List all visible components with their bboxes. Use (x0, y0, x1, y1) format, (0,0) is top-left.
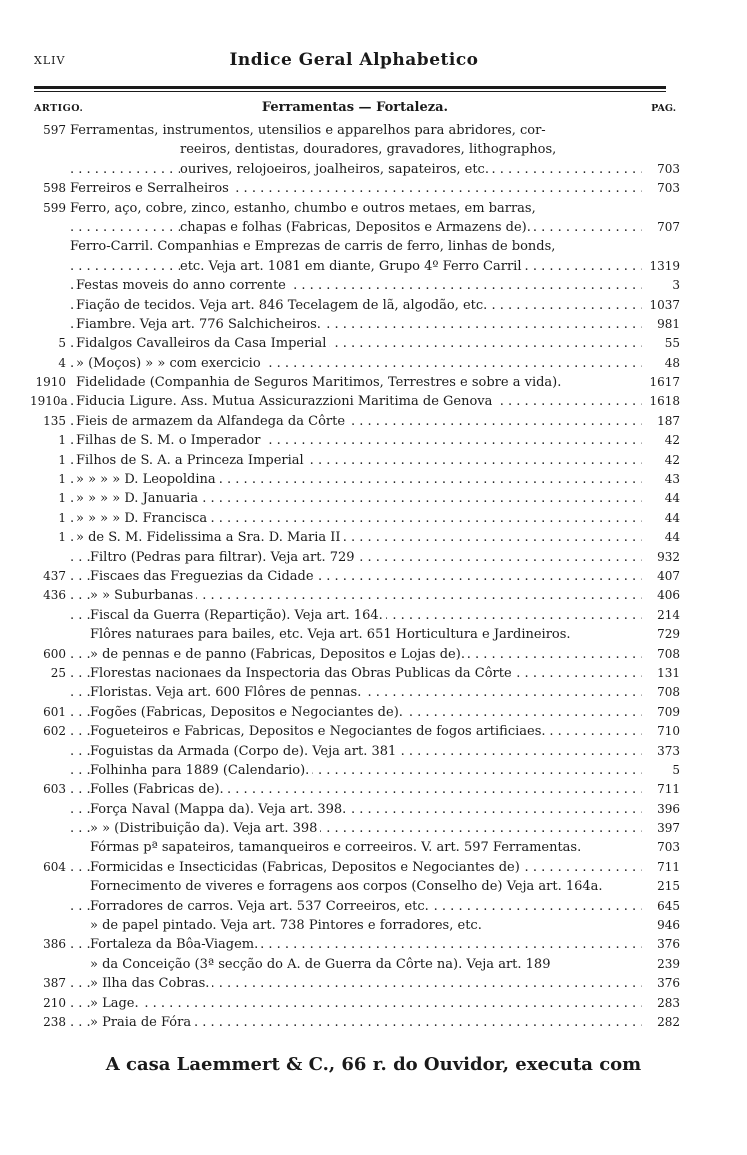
entry-text: Fiscal da Guerra (Repartição). Veja art. 164. (90, 608, 386, 623)
index-entry (30, 897, 680, 916)
entry-article-number: 437 (43, 568, 66, 583)
entry-text-cell (70, 645, 642, 664)
entry-text: Fogões (Fabricas, Depositos e Negociantes de). (90, 705, 406, 720)
entry-page-number: 376 (642, 974, 680, 993)
entry-page-number: 131 (642, 664, 680, 683)
entry-article-number: 1910 (35, 375, 66, 390)
index-entry (30, 470, 680, 489)
entry-article-number: 387 (43, 976, 66, 991)
entry-text-cell (70, 955, 642, 974)
entry-text-cell (70, 722, 642, 741)
entry-page-number: 214 (642, 606, 680, 625)
entry-article-number: 601 (43, 704, 66, 719)
index-entry (30, 567, 680, 586)
entry-text: Fiducia Ligure. Ass. Mutua Assicurazzioni Maritima de Genova (76, 394, 495, 409)
entry-page-number: 708 (642, 683, 680, 702)
index-entry (30, 140, 680, 159)
entry-text: » » » » D. Leopoldina (76, 472, 219, 487)
entry-text: Fogueteiros e Fabricas, Depositos e Negociantes de fogos artificiaes. (90, 724, 549, 739)
entry-page-number: 282 (642, 1013, 680, 1032)
entry-article-number: 598 (43, 181, 66, 196)
index-entry (30, 315, 680, 334)
entry-text: » da Conceição (3ª secção do A. de Guerra da Côrte na). Veja art. 189 (90, 957, 553, 972)
entry-page-number: 396 (642, 800, 680, 819)
entry-page-number: 711 (642, 858, 680, 877)
entry-page-number: 1037 (642, 296, 680, 315)
entry-text: Ferro-Carril. Companhias e Emprezas de carris de ferro, linhas de bonds, (70, 239, 558, 254)
index-entry (30, 761, 680, 780)
entry-text: Formicidas e Insecticidas (Fabricas, Depositos e Negociantes de) (90, 860, 523, 875)
entry-page-number: 1618 (642, 392, 680, 411)
index-entry (30, 373, 680, 392)
entry-page-number: 42 (642, 431, 680, 450)
entry-text: Fidelidade (Companhia de Seguros Maritimos, Terrestres e sobre a vida). (76, 375, 564, 390)
entry-article-number: 1 (58, 491, 66, 506)
header-rule-thin (34, 91, 666, 92)
entry-article-number: 597 (43, 123, 66, 137)
entry-article-number: 604 (43, 859, 66, 874)
index-entry (30, 780, 680, 799)
entry-page-number: 708 (642, 645, 680, 664)
entry-text-cell (70, 703, 642, 722)
entry-text-cell (70, 237, 642, 256)
index-entry (30, 257, 680, 276)
entry-text-cell (70, 489, 642, 508)
entry-text: » » (Distribuição da). Veja art. 398 (90, 821, 320, 836)
entry-article-number: 238 (43, 1014, 66, 1029)
entry-article-number: 436 (43, 588, 66, 603)
entry-text-cell (70, 761, 642, 780)
entry-text-cell (70, 916, 642, 935)
index-entry (30, 509, 680, 528)
entry-text-cell (70, 567, 642, 586)
entry-page-number: 44 (642, 509, 680, 528)
entry-text: » Lage. (90, 996, 142, 1011)
index-entry (30, 703, 680, 722)
entry-page-number: 43 (642, 470, 680, 489)
entry-text: Fiambre. Veja art. 776 Salchicheiros. (76, 317, 324, 332)
entry-page-number: 707 (642, 218, 680, 237)
index-entry (30, 276, 680, 295)
index-entry (30, 858, 680, 877)
entry-text: Folhinha para 1889 (Calendario). (90, 763, 312, 778)
entry-text: » Ilha das Cobras. (90, 976, 212, 991)
entry-page-number: 932 (642, 548, 680, 567)
entry-text-cell (70, 800, 642, 819)
entry-text-cell (70, 354, 642, 373)
column-header (34, 100, 676, 118)
entry-text: Flôres naturaes para bailes, etc. Veja art. 651 Horticultura e Jardineiros. (90, 627, 574, 642)
entry-text: » (Moços) » » com exercicio (76, 356, 264, 371)
entry-page-number: 1319 (642, 257, 680, 276)
entry-text: Folles (Fabricas de). (90, 782, 227, 797)
entry-page-number: 946 (642, 916, 680, 935)
entry-text: Fieis de armazem da Alfandega da Côrte (76, 414, 348, 429)
index-entry (30, 683, 680, 702)
entry-text: Filhas de S. M. o Imperador (76, 433, 263, 448)
index-entry (30, 218, 680, 237)
entry-text: Fidalgos Cavalleiros da Casa Imperial (76, 336, 329, 351)
entry-text: Fortaleza da Bôa-Viagem. (90, 937, 261, 952)
footer-advert: A casa Laemmert & C., 66 r. do Ouvidor, executa com (105, 1054, 642, 1075)
entry-text-cell (70, 451, 642, 470)
entry-text-cell (70, 625, 642, 644)
entry-page-number: 407 (642, 567, 680, 586)
entry-text-cell (70, 974, 642, 993)
entry-article-number: 1 (58, 472, 66, 487)
page-header (34, 50, 674, 74)
header-rule-thick (34, 86, 666, 89)
index-entry (30, 606, 680, 625)
entry-text-cell (70, 218, 642, 237)
index-entry (30, 916, 680, 935)
entry-page-number: 48 (642, 354, 680, 373)
entry-page-number: 645 (642, 897, 680, 916)
entry-article-number: 1 (58, 433, 66, 448)
entry-text: ourives, relojoeiros, joalheiros, sapateiros, etc. (180, 162, 492, 177)
entry-page-number: 711 (642, 780, 680, 799)
entry-page-number: 42 (642, 451, 680, 470)
article-column-label: ARTIGO. (34, 103, 84, 114)
entry-text: Fórmas pª sapateiros, tamanqueiros e correeiros. V. art. 597 Ferramentas. (90, 840, 584, 855)
entry-page-number: 981 (642, 315, 680, 334)
index-entry (30, 334, 680, 353)
entry-text: » » » » D. Francisca (76, 511, 210, 526)
entry-text: Forradores de carros. Veja art. 537 Correeiros, etc. (90, 899, 432, 914)
entry-page-number: 729 (642, 625, 680, 644)
entry-text-cell (70, 334, 642, 353)
entry-text: » Praia de Fóra (90, 1015, 194, 1030)
entry-text-cell (70, 412, 642, 431)
section-range-title: Ferramentas — Fortaleza. (261, 100, 449, 115)
entry-text-cell (70, 431, 642, 450)
entry-text-cell (70, 121, 642, 140)
entry-text-cell (70, 257, 642, 276)
entry-text-cell (70, 780, 642, 799)
entry-text-cell (70, 276, 642, 295)
entry-page-number: 55 (642, 334, 680, 353)
entry-article-number: 602 (43, 724, 66, 739)
entry-text: etc. Veja art. 1081 em diante, Grupo 4º Ferro Carril (180, 259, 524, 274)
entry-page-number: 44 (642, 528, 680, 547)
entry-text-cell (70, 819, 642, 838)
entry-text: Fornecimento de viveres e forragens aos corpos (Conselho de) Veja art. 164a. (90, 879, 606, 894)
entry-article-number: 600 (43, 646, 66, 661)
entry-text-cell (70, 858, 642, 877)
entry-text: Ferramentas, instrumentos, utensilios e apparelhos para abridores, cor- (70, 123, 549, 138)
entry-text: » » Suburbanas (90, 588, 196, 603)
page-number: XLIV (34, 54, 66, 67)
entry-article-number: 386 (43, 937, 66, 952)
entry-text: reeiros, dentistas, douradores, gravadores, lithographos, (180, 142, 559, 157)
entry-page-number: 703 (642, 838, 680, 857)
entry-text-cell (70, 897, 642, 916)
entry-page-number: 215 (642, 877, 680, 896)
index-entry (30, 586, 680, 605)
entry-text: Filtro (Pedras para filtrar). Veja art. 729 (90, 550, 358, 565)
index-entries (30, 121, 680, 1032)
index-entry (30, 645, 680, 664)
entry-text: » de papel pintado. Veja art. 738 Pintores e forradores, etc. (90, 918, 485, 933)
entry-page-number: 3 (642, 276, 680, 295)
entry-text-cell (70, 373, 642, 392)
index-entry (30, 935, 680, 954)
entry-page-number: 376 (642, 935, 680, 954)
entry-text: » » » » D. Januaria (76, 491, 201, 506)
entry-article-number: 1 (58, 510, 66, 525)
entry-text: » de pennas e de panno (Fabricas, Depositos e Lojas de). (90, 647, 468, 662)
entry-article-number: 599 (43, 200, 66, 215)
entry-text-cell (70, 838, 642, 857)
index-entry (30, 974, 680, 993)
entry-text: Floristas. Veja art. 600 Flôres de pennas. (90, 685, 364, 700)
entry-page-number: 1617 (642, 373, 680, 392)
entry-text: Fiscaes das Freguezias da Cidade (90, 569, 317, 584)
entry-text-cell (70, 548, 642, 567)
index-entry (30, 179, 680, 198)
entry-article-number: 1910a (30, 394, 68, 409)
entry-text-cell (70, 140, 642, 159)
entry-text: Força Naval (Mappa da). Veja art. 398. (90, 802, 349, 817)
entry-text-cell (70, 470, 642, 489)
index-entry (30, 955, 680, 974)
entry-page-number: 709 (642, 703, 680, 722)
page-title: Indice Geral Alphabetico (229, 50, 479, 70)
index-entry (30, 742, 680, 761)
entry-text: Filhos de S. A. a Princeza Imperial (76, 453, 307, 468)
entry-text-cell (70, 315, 642, 334)
index-entry (30, 160, 680, 179)
entry-article-number: 25 (50, 665, 66, 680)
entry-text: Ferro, aço, cobre, zinco, estanho, chumbo e outros metaes, em barras, (70, 201, 539, 216)
entry-page-number: 239 (642, 955, 680, 974)
entry-text: chapas e folhas (Fabricas, Depositos e Armazens de). (180, 220, 534, 235)
index-entry (30, 296, 680, 315)
entry-text: Fiação de tecidos. Veja art. 846 Tecelagem de lã, algodão, etc. (76, 298, 490, 313)
entry-page-number: 5 (642, 761, 680, 780)
entry-article-number: 1 (58, 530, 66, 545)
index-entry (30, 994, 680, 1013)
entry-text-cell (70, 392, 642, 411)
index-entry (30, 664, 680, 683)
entry-text-cell (70, 1013, 642, 1032)
entry-article-number: 5 (58, 336, 66, 351)
entry-text-cell (70, 742, 642, 761)
index-entry (30, 121, 680, 140)
entry-text: Foguistas da Armada (Corpo de). Veja art. 381 (90, 744, 399, 759)
index-entry (30, 548, 680, 567)
entry-text-cell (70, 606, 642, 625)
index-entry (30, 354, 680, 373)
entry-page-number: 373 (642, 742, 680, 761)
index-entry (30, 838, 680, 857)
page-column-label: PAG. (651, 103, 676, 114)
entry-text: Florestas nacionaes da Inspectoria das Obras Publicas da Côrte (90, 666, 515, 681)
entry-text: Festas moveis do anno corrente (76, 278, 289, 293)
entry-article-number: 603 (43, 782, 66, 797)
entry-text-cell (70, 994, 642, 1013)
entry-text-cell (70, 509, 642, 528)
index-entry (30, 1013, 680, 1032)
index-entry (30, 412, 680, 431)
index-entry (30, 625, 680, 644)
entry-page-number: 406 (642, 586, 680, 605)
entry-page-number: 397 (642, 819, 680, 838)
index-entry (30, 528, 680, 547)
entry-text-cell (70, 199, 642, 218)
entry-text-cell (70, 935, 642, 954)
entry-article-number: 210 (43, 995, 66, 1010)
entry-article-number: 135 (43, 413, 66, 428)
index-entry (30, 431, 680, 450)
entry-text-cell (70, 586, 642, 605)
entry-page-number: 710 (642, 722, 680, 741)
index-entry (30, 819, 680, 838)
index-entry (30, 451, 680, 470)
entry-page-number: 283 (642, 994, 680, 1013)
entry-text-cell (70, 664, 642, 683)
entry-text: » de S. M. Fidelissima a Sra. D. Maria II (76, 530, 344, 545)
entry-text-cell (70, 160, 642, 179)
entry-page-number: 703 (642, 160, 680, 179)
index-entry (30, 237, 680, 256)
index-entry (30, 199, 680, 218)
index-entry (30, 722, 680, 741)
index-entry (30, 392, 680, 411)
entry-article-number: 4 (58, 355, 66, 370)
index-entry (30, 800, 680, 819)
index-entry (30, 877, 680, 896)
entry-article-number: 1 (58, 452, 66, 467)
entry-text-cell (70, 296, 642, 315)
entry-text-cell (70, 683, 642, 702)
entry-text-cell (70, 877, 642, 896)
entry-text: Ferreiros e Serralheiros (70, 181, 232, 196)
entry-page-number: 703 (642, 179, 680, 198)
entry-page-number: 187 (642, 412, 680, 431)
index-entry (30, 489, 680, 508)
entry-text-cell (70, 528, 642, 547)
entry-text-cell (70, 179, 642, 198)
entry-page-number: 44 (642, 489, 680, 508)
